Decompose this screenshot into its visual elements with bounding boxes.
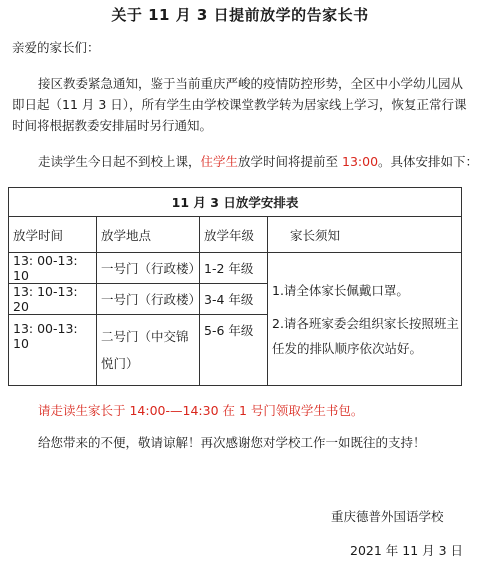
note-2-cont: 任发的排队顺序依次站好。	[272, 340, 423, 356]
letter-title: 关于 11 月 3 日提前放学的告家长书	[111, 6, 369, 24]
row2-location: 一号门（行政楼）	[97, 284, 200, 315]
letter-date: 2021 年 11 月 3 日	[350, 543, 464, 558]
header-grade: 放学年级	[200, 217, 268, 253]
para2	[38, 151, 478, 172]
note-2: 2.请各班家委会组织家长按照班主	[272, 315, 459, 331]
header-time: 放学时间	[9, 217, 97, 253]
row2-time: 13: 10-13: 20	[9, 284, 97, 315]
row1-time: 13: 00-13: 10	[9, 253, 97, 284]
row3-grade: 5-6 年级	[200, 315, 268, 386]
row3-location-line2: 悦门）	[101, 356, 139, 371]
backpack-pickup-note: 请走读生家长于 14:00-—14:30 在 1 号门领取学生书包。	[38, 403, 364, 418]
row1-grade: 1-2 年级	[200, 253, 268, 284]
row3-location	[97, 315, 200, 386]
parent-notes	[268, 253, 462, 386]
row3-time: 13: 00-13: 10	[9, 315, 97, 386]
para2-e: 。具体安排如下：	[378, 154, 479, 169]
para2-c: 放学时间将提前至	[238, 154, 343, 169]
table-caption: 11 月 3 日放学安排表	[9, 188, 462, 217]
para2-boarding-students: 住学生	[200, 154, 239, 169]
note-1: 1.请全体家长佩戴口罩。	[272, 282, 409, 298]
schedule-table	[8, 187, 462, 386]
para1-line3: 时间将根据教委安排届时另行通知。	[12, 118, 213, 133]
school-signature: 重庆德普外国语学校	[331, 509, 444, 524]
row1-location: 一号门（行政楼）	[97, 253, 200, 284]
greeting: 亲爱的家长们：	[12, 40, 100, 55]
header-location: 放学地点	[97, 217, 200, 253]
closing-remark: 给您带来的不便，敬请谅解！再次感谢您对学校工作一如既往的支持！	[38, 435, 426, 450]
para1-line1: 接区教委紧急通知，鉴于当前重庆严峻的疫情防控形势，全区中小学幼儿园从	[38, 76, 464, 91]
para2-time: 13:00	[342, 154, 379, 169]
para2-a: 走读学生今日起不到校上课，	[38, 154, 201, 169]
row3-location-line1: 二号门（中交锦	[101, 329, 189, 344]
para1-line2: 即日起（11 月 3 日），所有学生由学校课堂教学转为居家线上学习，恢复正常行课	[12, 97, 467, 112]
row2-grade: 3-4 年级	[200, 284, 268, 315]
header-notes: 家长须知	[268, 217, 462, 253]
